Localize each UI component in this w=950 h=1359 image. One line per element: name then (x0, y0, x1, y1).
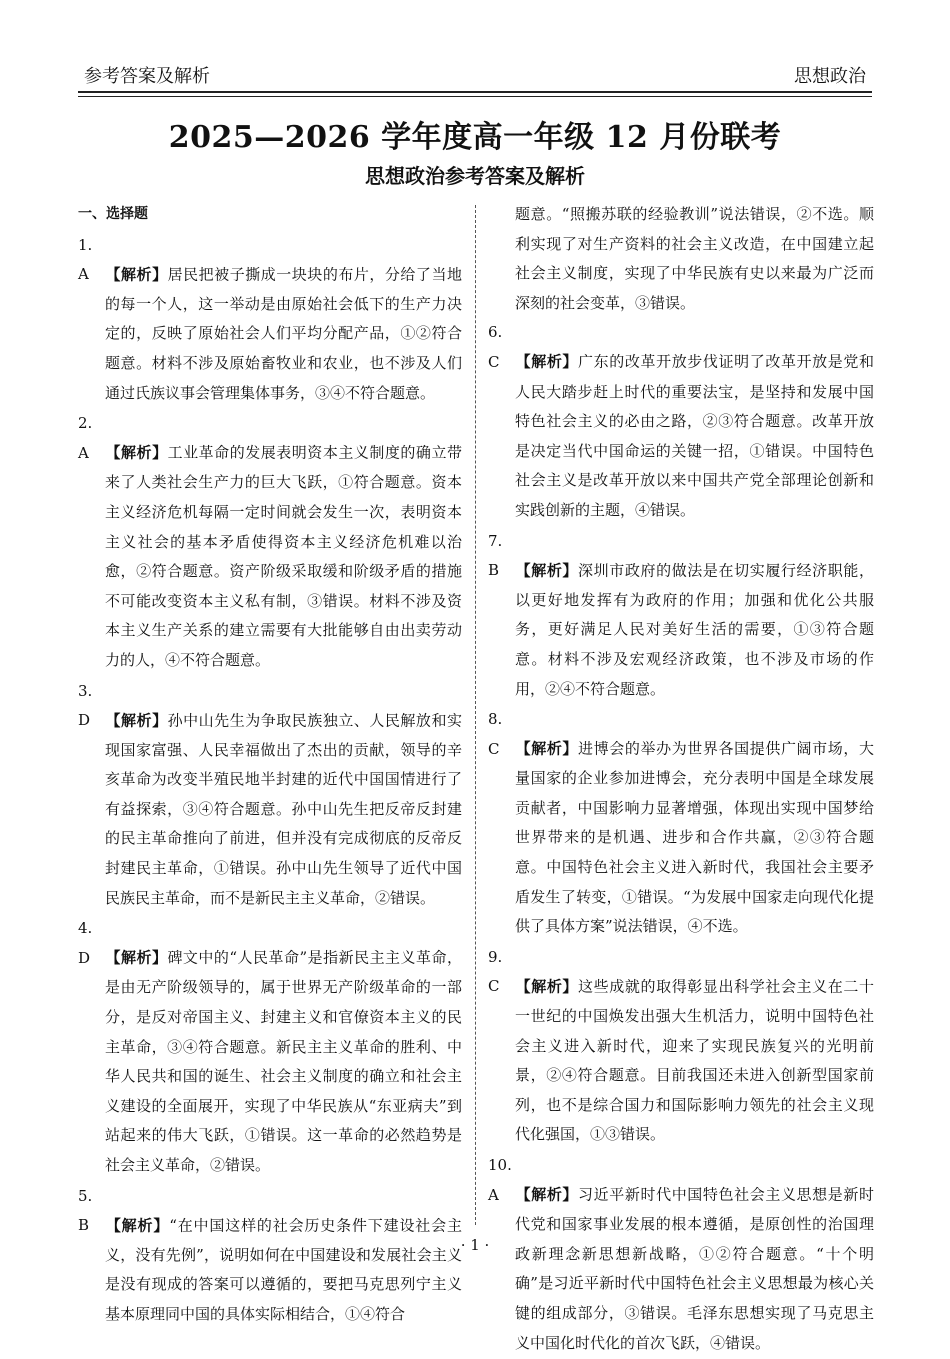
item-number: 8. C (488, 710, 503, 758)
item-5-continuation: 题意。“照搬苏联的经验教训”说法错误，②不选。顺利实现了对生产资料的社会主义改造，在中国建立起社会主义制度，实现了中华民族有史以来最为广泛而深刻的社会变革，③错误。 (515, 205, 874, 312)
header-left-label: 参考答案及解析 (84, 66, 210, 87)
answer-item (488, 1151, 874, 1358)
answer-item (488, 705, 874, 942)
answer-item (78, 231, 462, 409)
header-subject-label: 思想政治 (794, 66, 866, 87)
analysis-tag: 【解析】 (515, 561, 579, 580)
page-number: · 1 · (460, 1236, 490, 1254)
header-rule-thin (78, 96, 872, 97)
answer-item (488, 318, 874, 525)
analysis-tag: 【解析】 (105, 1216, 170, 1235)
item-number: 2. A (78, 414, 93, 462)
answer-item (78, 409, 462, 675)
item-number: 5. B (78, 1186, 93, 1235)
analysis-tag: 【解析】 (515, 352, 579, 371)
item-text: 习近平新时代中国特色社会主义思想是新时代党和国家事业发展的根本遵循，是原创性的治国理政新理念新思想新战略，①②符合题意。“十个明确”是习近平新时代中国特色社会主义思想最为核心关键的组成部分，③错误。毛泽东思想实现了马克思主义中国化时代化的首次飞跃，④错误。 (515, 1185, 874, 1352)
answer-item (78, 914, 462, 1180)
right-column (488, 200, 874, 1359)
item-text: 深圳市政府的做法是在切实履行经济职能，以更好地发挥有为政府的作用；加强和优化公共服务，更好满足人民对美好生活的需要，①③符合题意。材料不涉及宏观经济政策，也不涉及市场的作用，②④不符合题意。 (515, 561, 874, 698)
item-number: 10. A (488, 1156, 512, 1204)
answer-item (78, 1182, 462, 1330)
item-number: 3. D (78, 681, 93, 730)
analysis-tag: 【解析】 (515, 739, 579, 758)
page-subtitle: 思想政治参考答案及解析 (365, 164, 585, 188)
analysis-tag: 【解析】 (105, 711, 168, 730)
item-number: 1. A (78, 235, 93, 284)
item-number: 9. C (488, 947, 503, 996)
analysis-tag: 【解析】 (105, 265, 168, 284)
item-text: 广东的改革开放步伐证明了改革开放是党和人民大踏步赶上时代的重要法宝，是坚持和发展中国特色社会主义的必由之路，②③符合题意。改革开放是决定当代中国命运的关键一招，①错误。中国特色社会主义是改革开放以来中国共产党全部理论创新和实践创新的主题，④错误。 (515, 352, 874, 519)
item-text: 居民把被子撕成一块块的布片，分给了当地的每一个人，这一举动是由原始社会低下的生产力决定的，反映了原始社会人们平均分配产品，①②符合题意。材料不涉及原始畜牧业和农业，也不涉及人们通过氏族议事会管理集体事务，③④不符合题意。 (105, 265, 462, 402)
page-title: 2025—2026 学年度高一年级 12 月份联考 (168, 120, 782, 155)
item-text: 进博会的举办为世界各国提供广阔市场，大量国家的企业参加进博会，充分表明中国是全球发展贡献者，中国影响力显著增强，体现出实现中国梦给世界带来的是机遇、进步和合作共赢，②③符合题意。中国特色社会主义进入新时代，我国社会主要矛盾发生了转变，①错误。“为发展中国家走向现代化提供了具体方案”说法错误，④不选。 (515, 739, 874, 936)
item-number: 4. D (78, 919, 93, 967)
analysis-tag: 【解析】 (105, 948, 168, 967)
analysis-tag: 【解析】 (515, 1185, 579, 1204)
answer-item (488, 527, 874, 705)
left-column (78, 200, 462, 1331)
analysis-tag: 【解析】 (105, 443, 168, 462)
item-text: 这些成就的取得彰显出科学社会主义在二十一世纪的中国焕发出强大生机活力，说明中国特色社会主义进入新时代，迎来了实现民族复兴的光明前景，②④符合题意。目前我国还未进入创新型国家前列，也不是综合国力和国际影响力领先的社会主义现代化强国，①③错误。 (515, 977, 874, 1144)
section-heading: 一、选择题 (78, 206, 148, 222)
header-rule-thick (78, 91, 872, 93)
item-number: 6. C (488, 323, 503, 371)
item-text: 工业革命的发展表明资本主义制度的确立带来了人类社会生产力的巨大飞跃，①符合题意。资本主义经济危机每隔一定时间就会发生一次，表明资本主义社会的基本矛盾使得资本主义经济危机难以治愈，②符合题意。资产阶级采取缓和阶级矛盾的措施不可能改变资本主义私有制，③错误。材料不涉及资本主义生产关系的建立需要有大批能够自由出卖劳动力的人，④不符合题意。 (105, 443, 462, 669)
column-divider (475, 205, 476, 1225)
item-text: 碑文中的“人民革命”是指新民主主义革命，是由无产阶级领导的，属于世界无产阶级革命的一部分，是反对帝国主义、封建主义和官僚资本主义的民主革命，③④符合题意。新民主主义革命的胜利、中华人民共和国的诞生、社会主义制度的确立和社会主义建设的全面展开，实现了中华民族从“东亚病夫”到站起来的伟大飞跃，①错误。这一革命的必然趋势是社会主义革命，②错误。 (105, 948, 462, 1174)
analysis-tag: 【解析】 (515, 977, 579, 996)
item-text: “在中国这样的社会历史条件下建设社会主义，没有先例”，说明如何在中国建设和发展社会主义是没有现成的答案可以遵循的，要把马克思列宁主义基本原理同中国的具体实际相结合，①④符合 (105, 1216, 462, 1323)
answer-item (78, 677, 462, 914)
answer-item (488, 943, 874, 1150)
page-header (78, 58, 872, 88)
item-text: 孙中山先生为争取民族独立、人民解放和实现国家富强、人民幸福做出了杰出的贡献，领导的辛亥革命为改变半殖民地半封建的近代中国国情进行了有益探索，③④符合题意。孙中山先生把反帝反封建的民主革命推向了前进，但并没有完成彻底的反帝反封建民主革命，①错误。孙中山先生领导了近代中国民族民主革命，而不是新民主主义革命，②错误。 (105, 711, 462, 907)
item-number: 7. B (488, 531, 503, 580)
